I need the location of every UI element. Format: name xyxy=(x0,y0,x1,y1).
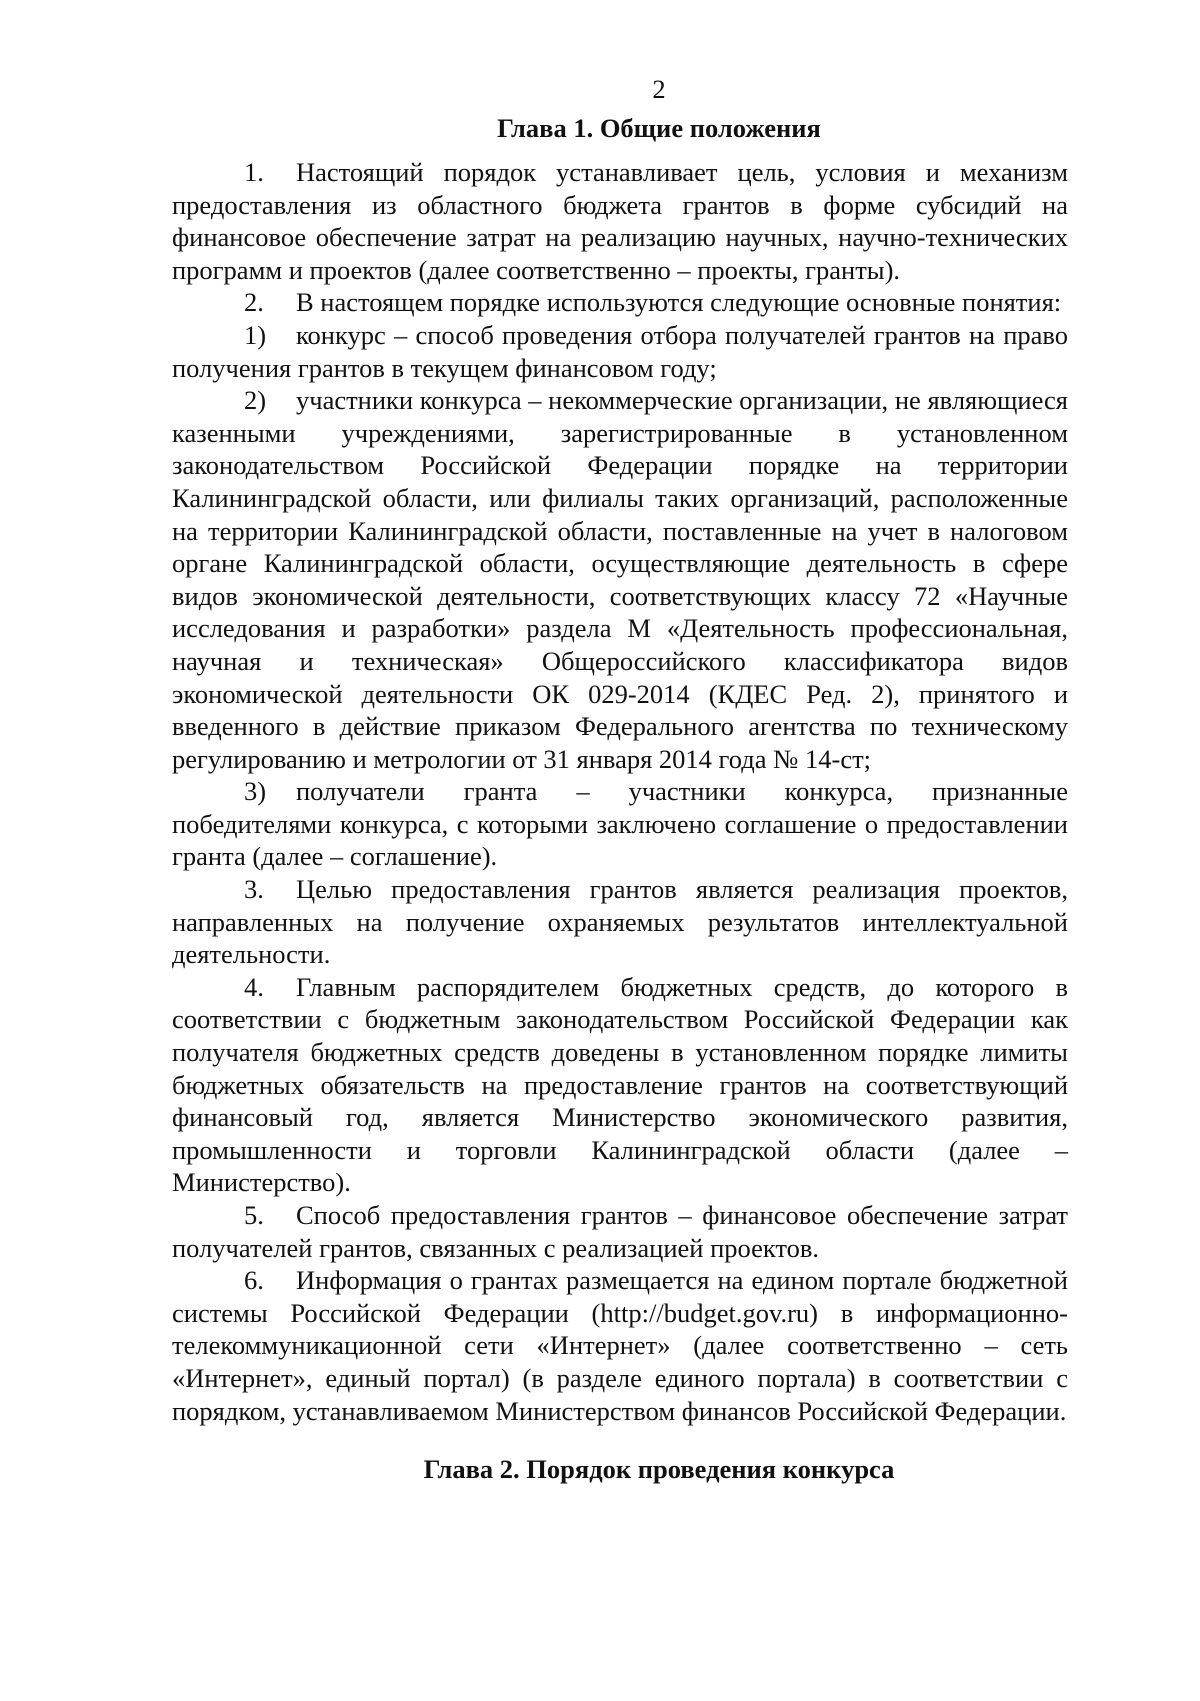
paragraph-6 xyxy=(172,1264,1068,1427)
page-number: 2 xyxy=(652,74,666,104)
document-page xyxy=(172,70,1068,1497)
subitem-3 xyxy=(172,775,1068,873)
paragraph-text: Главным распорядителем бюджетных средств, до которого в соответствии с бюджетным законодательством Российской Федерации как получателя бюджетных средств доведены в установленном порядке лимиты бюджетных обязательств на предоставление грантов на соответствующий финансовый год, является Министерство экономического развития, промышленности и торговли Калининградской области (далее – Министерство). xyxy=(172,971,1068,1198)
subitem-2 xyxy=(172,384,1068,775)
paragraph-number: 5. xyxy=(244,1200,264,1230)
paragraph-4 xyxy=(172,971,1068,1199)
paragraph-2 xyxy=(172,286,1068,319)
paragraph-text: получатели гранта – участники конкурса, признанные победителями конкурса, с которыми заключено соглашение о предоставлении гранта (далее – соглашение). xyxy=(172,776,1068,872)
paragraph-number: 3. xyxy=(244,874,264,905)
paragraph-3 xyxy=(172,873,1068,971)
paragraph-text: Целью предоставления грантов является реализация проектов, направленных на получение охраняемых результатов интеллектуальной деятельности. xyxy=(172,874,1068,970)
chapter-2-title: Глава 2. Порядок проведения конкурса xyxy=(423,1454,895,1485)
paragraph-text: Настоящий порядок устанавливает цель, условия и механизм предоставления из областного бюджета грантов в форме субсидий на финансовое обеспечение затрат на реализацию научных, научно-технических программ и проектов (далее соответственно – проекты, гранты). xyxy=(172,157,1068,285)
paragraph-5 xyxy=(172,1199,1068,1264)
paragraph-number: 1. xyxy=(244,157,264,187)
paragraph-number: 2) xyxy=(244,385,267,416)
chapter-1-title: Глава 1. Общие положения xyxy=(497,113,821,143)
paragraph-1 xyxy=(172,156,1068,286)
paragraph-text: участники конкурса – некоммерческие организации, не являющиеся казенными учреждениями, зарегистрированные в установленном законодательством Российской Федерации порядке на территории Калининградской области, или филиалы таких организаций, расположенные на территории Калининградской области, поставленные на учет в налоговом органе Калининградской области, осуществляющие деятельность в сфере видов экономической деятельности, соответствующих классу 72 «Научные исследования и разработки» раздела М «Деятельность профессиональная, научная и техническая» Общероссийского классификатора видов экономической деятельности ОК 029-2014 (КДЕС Ред. 2), принятого и введенного в действие приказом Федерального агентства по техническому регулированию и метрологии от 31 января 2014 года № 14-ст; xyxy=(172,385,1068,774)
paragraph-number: 6. xyxy=(244,1265,264,1296)
paragraph-text: Информация о грантах размещается на едином портале бюджетной системы Российской Федерации (http://budget.gov.ru) в информационно-телекоммуникационной сети «Интернет» (далее соответственно – сеть «Интернет», единый портал) (в разделе единого портала) в соответствии с порядком, устанавливаемом Министерством финансов Российской Федерации. xyxy=(172,1265,1068,1426)
paragraph-number: 3) xyxy=(244,776,267,807)
subitem-1 xyxy=(172,319,1068,384)
paragraph-text: В настоящем порядке используются следующие основные понятия: xyxy=(296,287,1062,318)
paragraph-text: конкурс – способ проведения отбора получателей грантов на право получения грантов в текущем финансовом году; xyxy=(172,319,1068,383)
paragraph-text: Способ предоставления грантов – финансовое обеспечение затрат получателей грантов, связанных с реализацией проектов. xyxy=(172,1200,1068,1263)
paragraph-number: 2. xyxy=(244,287,264,318)
paragraph-number: 4. xyxy=(244,971,264,1002)
paragraph-number: 1) xyxy=(244,319,267,350)
